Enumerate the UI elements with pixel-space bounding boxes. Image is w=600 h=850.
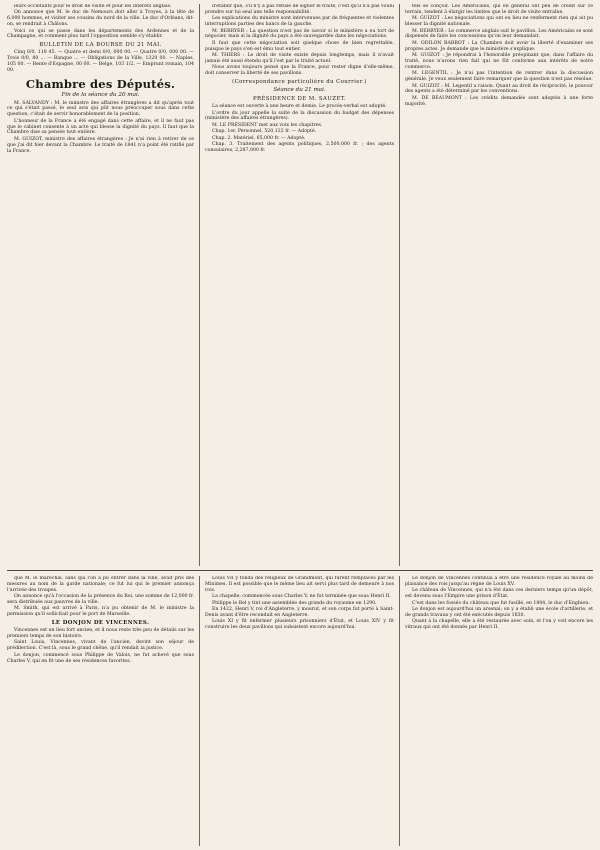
column-6 <box>405 576 593 846</box>
paragraph: M. THIERS : Le droit de visite existe depuis longtemps, mais il n'avait jamais été aussi étendu qu'il l'est par le traité actuel. <box>205 53 394 64</box>
feuilleton-heading: LE DONJON DE VINCENNES. <box>51 620 150 627</box>
paragraph: Chap. 3. Traitement des agents politiques, 2,500,000 fr. ; des agents consulaires, 2,287,000 fr. <box>205 142 394 153</box>
paragraph: Saint Louis, Vincennes, vivant de l'ancien, devint son séjour de prédilection. C'est là, sous le grand chêne, qu'il rendait la justice. <box>7 640 194 652</box>
column-5 <box>205 576 394 846</box>
column-rule-3 <box>199 576 200 846</box>
paragraph: C'est dans les fossés du château que fut fusillé, en 1804, le duc d'Enghien. <box>412 600 590 606</box>
paragraph: On annonce que M. le duc de Nemours doit aller à Troyes, à la tête de 6,000 hommes, et visiter ses cousins du nord de la ville. Le duc d'Orléans, dit-on, se rendrait à Châlons. <box>7 10 194 28</box>
paragraph: M. Smith, qui est arrivé à Paris, n'a pu obtenir de M. le ministre la permission qu'il sollicitait pour le port de Marseille. <box>7 606 194 618</box>
bourse-heading: BULLETIN DE LA BOURSE DU 21 MAI. <box>39 42 162 49</box>
paragraph: M. GUIZOT : Les négociations qui ont eu lieu ne renferment rien qui ait pu blesser la dignité nationale. <box>405 16 593 28</box>
paragraph: M. BERRYER : La question n'est pas de savoir si le ministère a eu tort de négocier, mais si la dignité du pays a été sauvegardée dans les négociations. <box>205 28 394 40</box>
paragraph: Louis VII y fonda des religieux de Grandmont, qui furent remplacés par les Minimes. Il est possible que le même lieu ait servi plus tard de demeure à nos rois. <box>205 576 394 593</box>
paragraph: M. GUIZOT : M. Legentil a raison. Quant au droit de réciprocité, le pouvoir des agents a été déterminé par les conventions. <box>405 83 593 95</box>
paragraph: Vincennes est un lieu fort ancien, et il nous reste très peu de détails sur les premiers temps de son histoire. <box>7 628 194 639</box>
paragraph: Philippe le Bel y tint une assemblée des grands du royaume en 1290. <box>212 600 377 606</box>
paragraph: M. GUIZOT : Je répondrai à l'honorable préopinant que, dans l'affaire du traité, nous n'avons rien fait qui ne fût conforme aux intérêts de notre commerce. <box>405 53 593 70</box>
paragraph: Le donjon de Vincennes continua à être une résidence royale au moins de plaisance des rois jusqu'au règne de Louis XV. <box>405 576 593 587</box>
column-2 <box>205 4 394 564</box>
section-heading-chambre: Chambre des Députés. <box>25 76 176 91</box>
paragraph: L'honneur de la France a été engagé dans cette affaire, et il ne faut pas que le cabinet consente à un acte qui blesse la dignité du pays. Il faut que la Chambre dise sa pensée tout entière. <box>7 118 194 136</box>
paragraph: Le château de Vincennes, qui n'a été dans ces derniers temps qu'un dépôt, est devenu sous l'Empire une prison d'État. <box>405 588 593 600</box>
feuilleton-rule <box>7 570 593 571</box>
paragraph: d'établir que, s'il n'y a pas refusé de signer le traité, c'est qu'il n'a pas voulu prendre sur lui seul une telle responsabilité. <box>205 4 394 15</box>
paragraph: M. ODILON BARROT : La Chambre doit avoir la liberté d'examiner ses propres actes. Je demande que le ministère s'explique. <box>405 40 593 52</box>
bourse-quotes: Cinq 0/0, 118 45. — Quatre et demi 0/0, 000 00. — Quatre 0/0, 000 00. — Trois 0/0, 80 ... — Banque ... — Obligations de la Ville, 1320 00. — Naples, 105 00. — Rente d'Espagne, 00 00. — Belge, 103 1/2. — Emprunt romain, 104 00. <box>7 50 194 73</box>
paragraph: L'ordre du jour appelle la suite de la discussion du budget des dépenses (ministère des affaires étrangères). <box>205 110 394 122</box>
presidence-heading: PRÉSIDENCE DE M. SAUZET. <box>252 96 347 103</box>
correspondance-heading: (Correspondance particulière du Courrier.) <box>232 79 367 86</box>
column-rule-1 <box>199 4 200 566</box>
column-3 <box>405 4 593 564</box>
paragraph: Louis XI y fit enfermer plusieurs prisonniers d'État, et Louis XIV y fit construire les deux pavillons qui subsistent encore aujourd'hui. <box>205 619 394 631</box>
column-rule-4 <box>399 576 400 846</box>
paragraph: que M. le maréchal, sans qui l'on a pu entrer dans la ville, avait pris des mesures au nom de la garde nationale; ce fut lui qui le premier annonça l'arrivée des troupes. <box>7 576 194 593</box>
column-1 <box>7 4 194 564</box>
paragraph: M. DE BEAUMONT : Les crédits demandés sont adoptés à une forte majorité. <box>405 95 593 107</box>
paragraph: Nous avons toujours pensé que la France, pour rester digne d'elle-même, doit conserver la liberté de ses pavillons. <box>205 65 394 77</box>
paragraph: Chap. 1er. Personnel, 520,122 fr. — Adopté. <box>212 129 317 135</box>
paragraph: Le donjon est aujourd'hui un arsenal; on y a établi une école d'artillerie, et de grands travaux y ont été exécutés depuis 1830. <box>405 607 593 618</box>
paragraph: La séance est ouverte à une heure et demie. Le procès-verbal est adopté. <box>212 104 387 110</box>
paragraph: Il faut que cette négociation soit quelque chose de bien regrettable, puisque le pays s'en est ému tout entier. <box>205 40 394 52</box>
column-4 <box>7 576 194 846</box>
paragraph: leurs occiétants pour le droit de visite et pour les intérêts anglais. <box>14 4 172 9</box>
paragraph: En 1422, Henri V, roi d'Angleterre, y mourut, et son corps fut porté à Saint-Denis avant d'être reconduit en Angleterre. <box>205 607 394 618</box>
paragraph: M. LE PRÉSIDENT met aux voix les chapitres. <box>212 122 323 128</box>
paragraph: La chapelle, commencée sous Charles V, ne fut terminée que sous Henri II. <box>212 594 391 600</box>
paragraph: Chap. 2. Matériel, 65,000 fr. — Adopté. <box>212 135 306 141</box>
paragraph: M. SALVANDY : M. le ministre des affaires étrangères a dit qu'après tout ce qui s'était passé, le seul avis qui pût nous préoccuper sous dans cette question, c'était de servir honorablement de la position. <box>7 100 194 118</box>
seance-subheading: Séance du 21 mai. <box>273 87 326 94</box>
paragraph: Quant à la chapelle, elle a été restaurée avec soin, et l'on y voit encore les vitraux qui ont été donnés par Henri II. <box>405 619 593 631</box>
column-rule-2 <box>399 4 400 566</box>
paragraph: Les explications du ministre sont intervenues par de fréquentes et violentes interruptions parties des bancs de la gauche. <box>205 16 394 28</box>
paragraph: Le donjon, commencé sous Philippe de Valois, ne fut achevé que sous Charles V, qui en fit une de ses résidences favorites. <box>7 652 194 664</box>
seance-subheading: Fin de la séance du 20 mai. <box>61 91 140 98</box>
paragraph: M. GUIZOT, ministre des affaires étrangères : Je n'ai rien à retirer de ce que j'ai dit hier devant la Chambre. Le traité de 1841 n'a point été ratifié par la France. <box>7 136 194 154</box>
paragraph: On annonce qu'à l'occasion de la présence du Roi, une somme de 12,000 fr. sera distribuée aux pauvres de la ville. <box>7 594 194 605</box>
paragraph: M. BERRYER : Le commerce anglais suit le pavillon. Les Américains se sont dispensés de faire les concessions qu'on leur demandait. <box>405 28 593 40</box>
paragraph: Voici ce qui se passe dans les départements des Ardennes et de la Champagne, et comment plus tard l'opposition semble s'y établir. <box>7 28 194 40</box>
paragraph: M. LEGENTIL : Je n'ai pas l'intention de rentrer dans la discussion générale. Je veux seulement faire remarquer que la question n'est pas résolue. <box>405 71 593 83</box>
paragraph: tels se conçoit. Les Américains, qui en général ont peu de crédit sur ce terrain, tendent à élargir les limites que le droit de visite entraîne. <box>405 4 593 15</box>
